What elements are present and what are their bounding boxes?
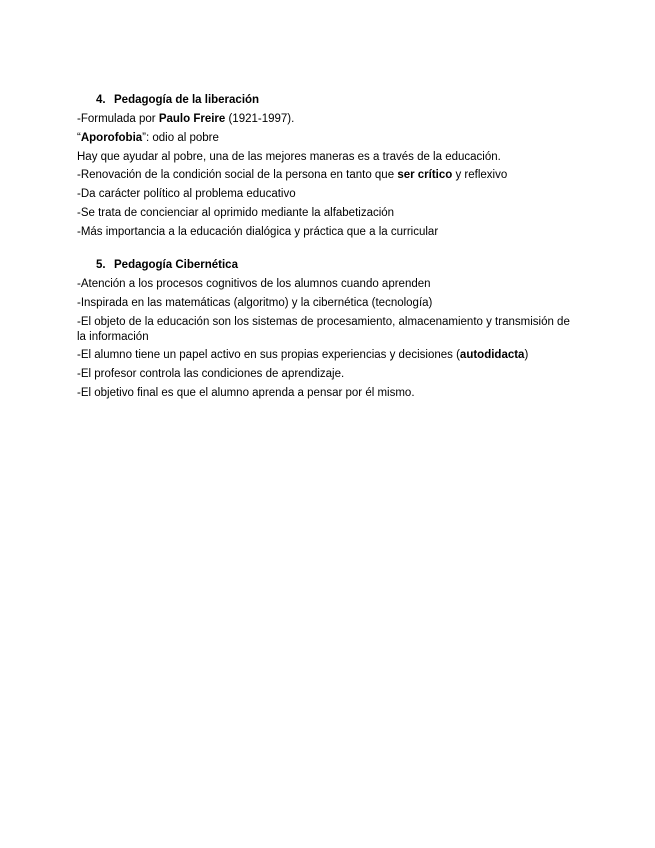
line-text: -Se trata de concienciar al oprimido mediante la alfabetización [77, 206, 395, 219]
list-item [77, 386, 577, 401]
list-item [77, 131, 577, 146]
line-text: -El alumno tiene un papel activo en sus propias experiencias y decisiones ( [77, 349, 460, 362]
line-bold-text: autodidacta [459, 349, 525, 362]
list-item [77, 168, 577, 183]
section-heading [96, 93, 577, 108]
section-number: 5. [96, 259, 106, 271]
line-text: -Formulada por [77, 113, 159, 125]
section-title: Pedagogía de la liberación [114, 94, 260, 106]
line-text: y reflexivo [452, 169, 508, 182]
line-text: (1921-1997). [225, 113, 295, 125]
line-text: Hay que ayudar al pobre, una de las mejores maneras es a través de la educación. [77, 150, 501, 163]
line-text: -El profesor controla las condiciones de aprendizaje. [77, 368, 345, 381]
line-text: ”: odio al pobre [142, 131, 219, 144]
list-item [77, 296, 577, 311]
line-bold-text: Paulo Freire [158, 113, 226, 125]
list-item [77, 225, 577, 240]
line-text: -Da carácter político al problema educativo [77, 188, 296, 201]
line-text: -Atención a los procesos cognitivos de los alumnos cuando aprenden [77, 278, 431, 290]
list-item [77, 315, 577, 345]
list-item [77, 187, 577, 202]
line-bold-text: ser crítico [397, 169, 453, 182]
list-item [77, 277, 577, 292]
line-text: -Inspirada en las matemáticas (algoritmo) y la cibernética (tecnología) [77, 296, 433, 309]
line-text: -El objetivo final es que el alumno aprenda a pensar por él mismo. [77, 386, 415, 399]
section-pedagogia-cibernetica [77, 258, 577, 405]
list-item [77, 348, 577, 363]
section-pedagogia-liberacion [77, 93, 577, 244]
section-heading [96, 258, 577, 273]
list-item [77, 112, 577, 127]
section-title: Pedagogía Cibernética [114, 259, 238, 271]
line-text: “ [77, 131, 81, 144]
list-item [77, 150, 577, 165]
line-text: -El objeto de la educación son los sistemas de procesamiento, almacenamiento y transmisión de la información [77, 315, 570, 343]
line-text: -Renovación de la condición social de la persona en tanto que [77, 169, 398, 182]
list-item [77, 367, 577, 382]
line-bold-text: Aporofobia [80, 131, 143, 144]
list-item [77, 206, 577, 221]
line-text: ) [524, 349, 529, 362]
section-number: 4. [96, 94, 106, 106]
line-text: -Más importancia a la educación dialógica y práctica que a la curricular [77, 225, 439, 238]
